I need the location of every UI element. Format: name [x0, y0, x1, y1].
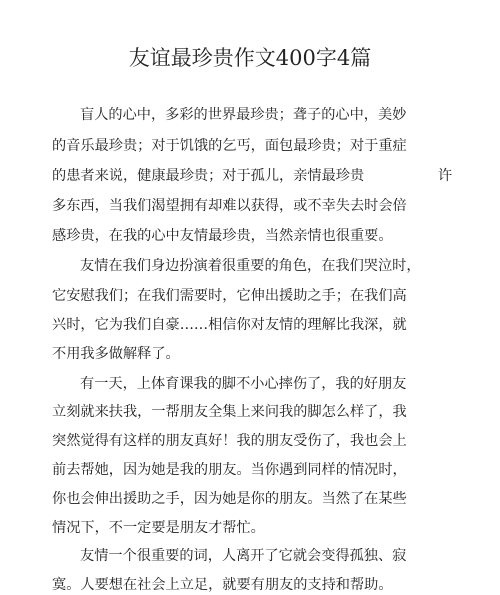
- paragraph-1-line-1: 盲人的心中，多彩的世界最珍贵；聋子的心中，美妙: [80, 107, 407, 123]
- paragraph-2-line-4: 不用我多做解释了。: [52, 346, 180, 362]
- paragraph-1-line-3: 的患者来说，健康最珍贵；对于孤儿，亲情最珍贵: [52, 168, 365, 184]
- paragraph-3-line-6: 情况下，不一定要是朋友才帮忙。: [52, 520, 265, 536]
- paragraph-1-line-2: 的音乐最珍贵；对于饥饿的乞丐，面包最珍贵；对于重症: [52, 138, 407, 154]
- paragraph-3-line-4: 前去帮她，因为她是我的朋友。当你遇到同样的情况时，: [52, 462, 407, 478]
- paragraph-4-line-2: 寞。人要想在社会上立足，就要有朋友的支持和帮助。: [52, 577, 393, 593]
- paragraph-1-line-5: 感珍贵，在我的心中友情最珍贵，当然亲情也很重要。: [52, 228, 393, 244]
- paragraph-1-line-3-tail: 许: [438, 168, 453, 184]
- paragraph-1-line-4: 多东西，当我们渴望拥有却难以获得，或不幸失去时会倍: [52, 198, 407, 214]
- paragraph-3-line-1: 有一天，上体育课我的脚不小心摔伤了，我的好朋友: [80, 376, 407, 392]
- paragraph-3-line-3: 突然觉得有这样的朋友真好！我的朋友受伤了，我也会上: [52, 433, 407, 449]
- paragraph-2-line-2: 它安慰我们；在我们需要时，它伸出援助之手；在我们高: [52, 288, 407, 304]
- page-title: 友谊最珍贵作文400字4篇: [128, 46, 372, 70]
- paragraph-3-line-2: 立刻就来扶我，一帮朋友全集上来问我的脚怎么样了，我: [52, 404, 407, 420]
- paragraph-2-line-1: 友情在我们身边扮演着很重要的角色，在我们哭泣时，: [80, 258, 421, 274]
- paragraph-3-line-5: 你也会伸出援助之手，因为她是你的朋友。当然了在某些: [52, 491, 407, 507]
- paragraph-4-line-1: 友情一个很重要的词，人离开了它就会变得孤独、寂: [80, 548, 407, 564]
- paragraph-2-line-3: 兴时，它为我们自豪……相信你对友情的理解比我深，就: [52, 317, 407, 333]
